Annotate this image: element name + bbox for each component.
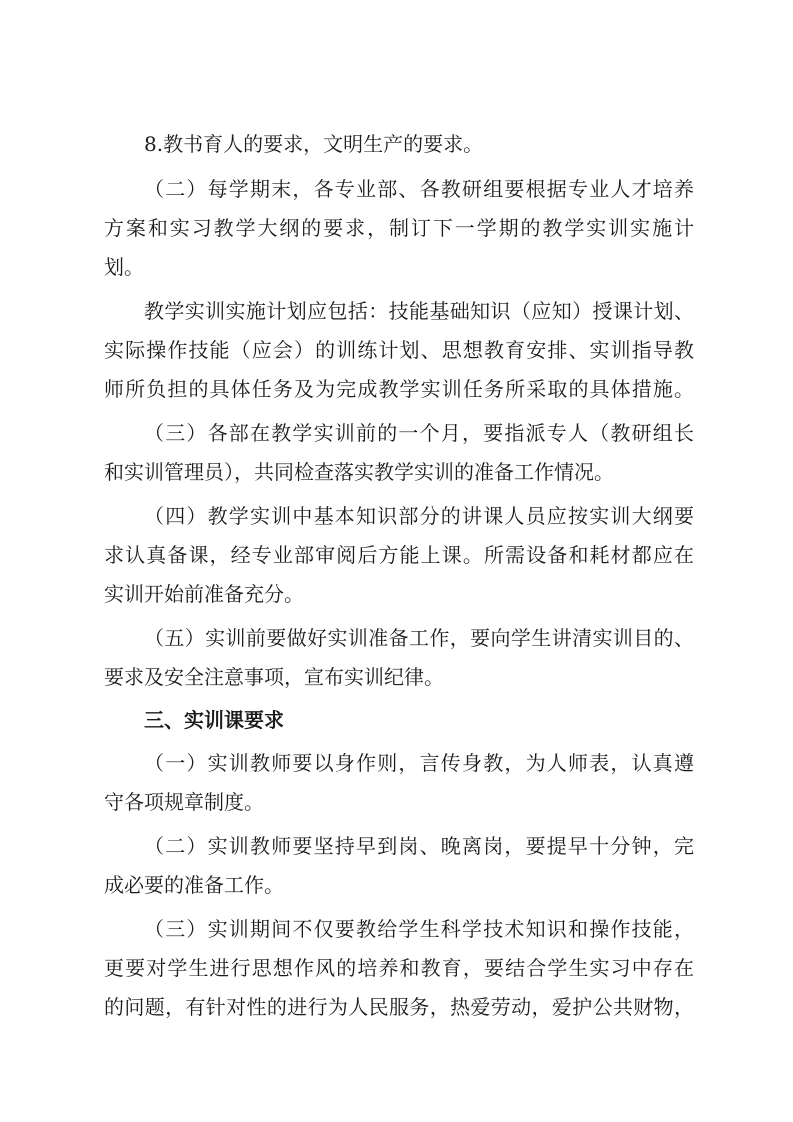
paragraph-line: 求认真备课，经专业部审阅后方能上课。所需设备和耗材都应在: [104, 543, 694, 567]
paragraph-line: 实际操作技能（应会）的训练计划、思想教育安排、实训指导教: [104, 338, 694, 362]
paragraph-line: （一）实训教师要以身作则，言传身教，为人师表，认真遵: [144, 751, 694, 775]
paragraph-line: 的问题，有针对性的进行为人民服务，热爱劳动，爱护公共财物，: [104, 995, 694, 1019]
paragraph-line: 教学实训实施计划应包括：技能基础知识（应知）授课计划、: [144, 299, 694, 323]
section-heading: 三、实训课要求: [144, 708, 284, 732]
paragraph-line: （二）每学期末，各专业部、各教研组要根据专业人才培养: [144, 177, 694, 201]
paragraph-line: 和实训管理员），共同检查落实教学实训的准备工作情况。: [104, 460, 614, 484]
paragraph-line: （三）实训期间不仅要教给学生科学技术知识和操作技能，: [144, 917, 694, 941]
paragraph-line: （五）实训前要做好实训准备工作，要向学生讲清实训目的、: [144, 626, 694, 650]
paragraph-line: （二）实训教师要坚持早到岗、晚离岗，要提早十分钟，完: [144, 834, 694, 858]
paragraph-line: （四）教学实训中基本知识部分的讲课人员应按实训大纲要: [144, 504, 694, 528]
paragraph-line: 8.教书育人的要求，文明生产的要求。: [144, 132, 484, 156]
paragraph-line: 更要对学生进行思想作风的培养和教育，要结合学生实习中存在: [104, 956, 694, 980]
paragraph-line: 成必要的准备工作。: [104, 873, 284, 897]
paragraph-line: 要求及安全注意事项，宣布实训纪律。: [104, 665, 444, 689]
paragraph-line: 师所负担的具体任务及为完成教学实训任务所采取的具体措施。: [104, 377, 694, 401]
paragraph-line: 守各项规章制度。: [104, 790, 264, 814]
paragraph-line: 方案和实习教学大纲的要求，制订下一学期的教学实训实施计: [104, 216, 694, 240]
paragraph-line: 划。: [104, 255, 144, 279]
paragraph-line: （三）各部在教学实训前的一个月，要指派专人（教研组长: [144, 421, 694, 445]
paragraph-line: 实训开始前准备充分。: [104, 582, 304, 606]
